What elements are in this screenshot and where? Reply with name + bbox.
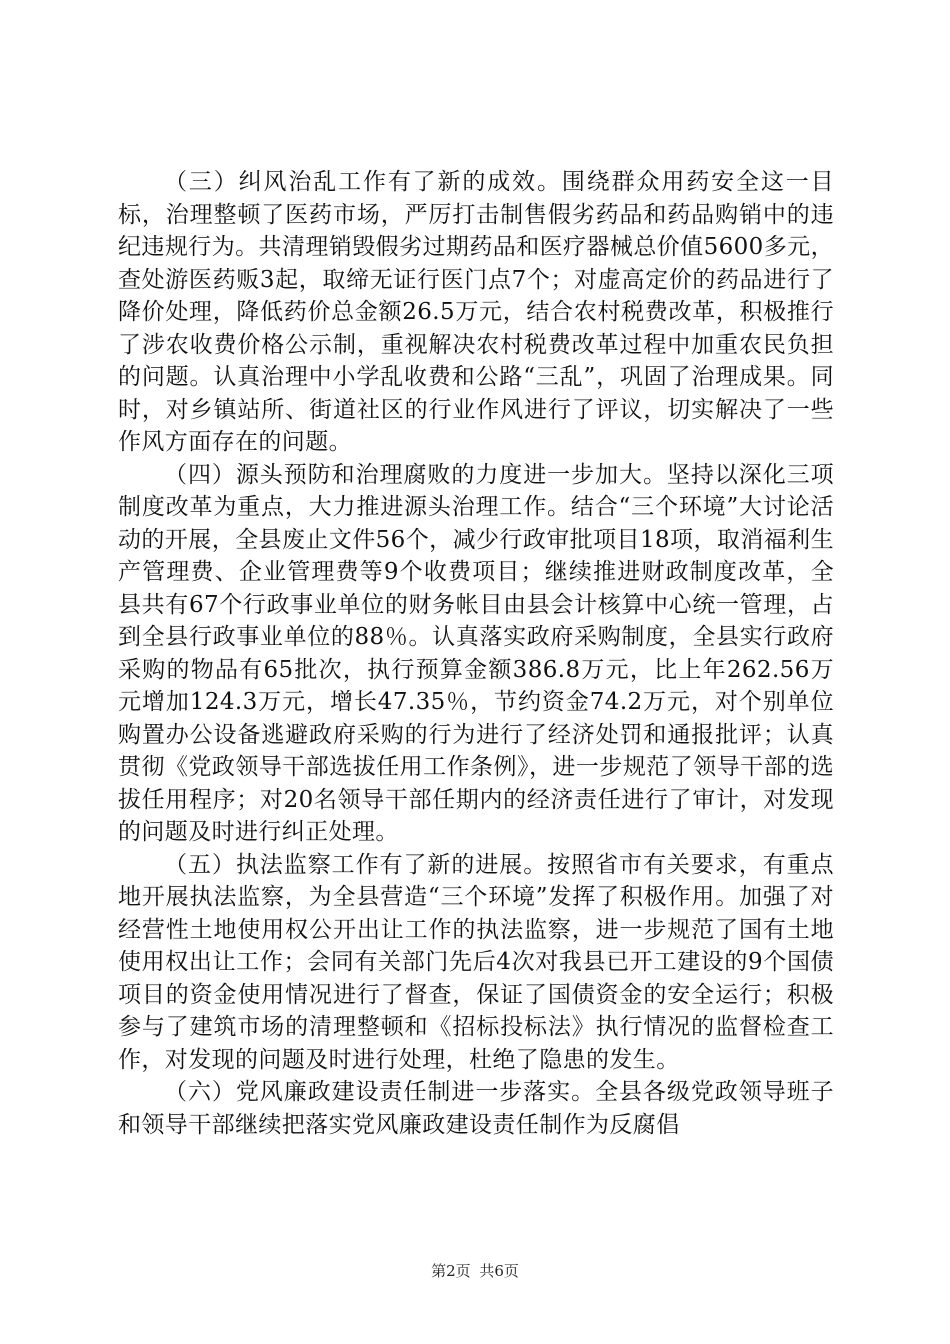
paragraph-3: （三）纠风治乱工作有了新的成效。围绕群众用药安全这一目标，治理整顿了医药市场，严厉打击制售假劣药品和药品购销中的违纪违规行为。共清理销毁假劣过期药品和医疗器械总价值5600多元，查处游医药贩3起，取缔无证行医门点7个；对虚高定价的药品进行了降价处理，降低药价总金额26.5万元，结合农村税费改革，积极推行了涉农收费价格公示制，重视解决农村税费改革过程中加重农民负担的问题。认真治理中小学乱收费和公路“三乱”，巩固了治理成果。同时，对乡镇站所、街道社区的行业作风进行了评议，切实解决了一些作风方面存在的问题。 bbox=[118, 169, 834, 455]
paragraph-6: （六）党风廉政建设责任制进一步落实。全县各级党政领导班子和领导干部继续把落实党风廉政建设责任制作为反腐倡 bbox=[118, 1079, 834, 1138]
paragraph-4: （四）源头预防和治理腐败的力度进一步加大。坚持以深化三项制度改革为重点，大力推进源头治理工作。结合“三个环境”大讨论活动的开展，全县废止文件56个，减少行政审批项目18项，取消福利生产管理费、企业管理费等9个收费项目；继续推进财政制度改革，全县共有67个行政事业单位的财务帐目由县会计核算中心统一管理，占到全县行政事业单位的88％。认真落实政府采购制度，全县实行政府采购的物品有65批次，执行预算金额386.8万元，比上年262.56万元增加124.3万元，增长47.35％，节约资金74.2万元，对个别单位购置办公设备逃避政府采购的行为进行了经济处罚和通报批评；认真贯彻《党政领导干部选拔任用工作条例》，进一步规范了领导干部的选拔任用程序；对20名领导干部任期内的经济责任进行了审计，对发现的问题及时进行纠正处理。 bbox=[118, 461, 834, 845]
page-total: 共6页 bbox=[479, 1262, 519, 1280]
document-body bbox=[118, 166, 834, 1141]
page-number: 第2页 bbox=[431, 1262, 471, 1280]
paragraph-5: （五）执法监察工作有了新的进展。按照省市有关要求，有重点地开展执法监察，为全县营造“三个环境”发挥了积极作用。加强了对经营性土地使用权公开出让工作的执法监察，进一步规范了国有土地使用权出让工作；会同有关部门先后4次对我县已开工建设的9个国债项目的资金使用情况进行了督查，保证了国债资金的安全运行；积极参与了建筑市场的清理整顿和《招标投标法》执行情况的监督检查工作，对发现的问题及时进行处理，杜绝了隐患的发生。 bbox=[118, 851, 834, 1073]
page-footer bbox=[0, 1261, 950, 1281]
